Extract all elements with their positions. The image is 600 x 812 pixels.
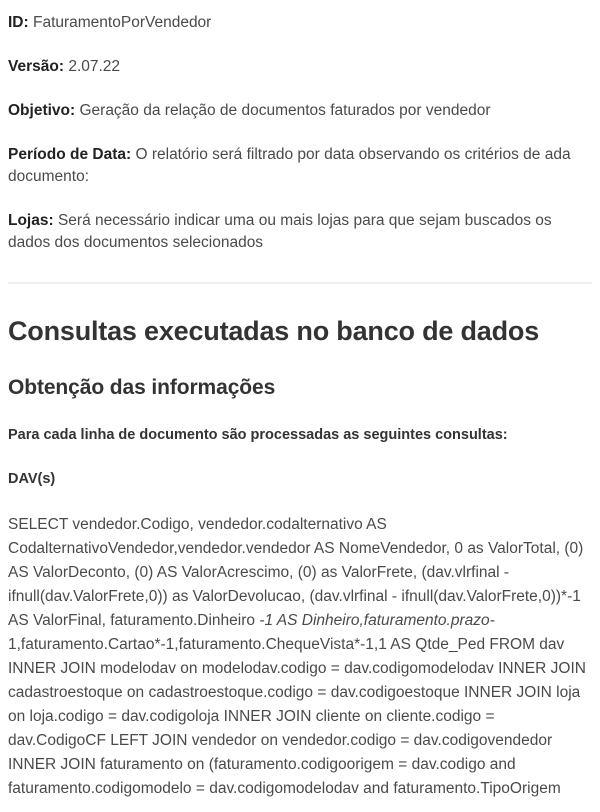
metadata-row-id (8, 12, 592, 34)
query-subject-label: DAV(s) (8, 471, 56, 487)
metadata-label-lojas: Lojas: (8, 212, 54, 229)
sql-segment-continuation: 1,faturamento.Cartao*-1,faturamento.ChequeVista*-1,1 AS Qtde_Ped FROM dav INNER JOIN modelodav on modelodav.codigo = dav.codigomodelodav INNER JOIN cadastroestoque on cadastroestoque.codigo = dav.codigoestoque INNER JOIN loja on loja.codigo = dav.codigoloja INNER JOIN cliente on cliente.codigo = dav.CodigoCF LEFT JOIN vendedor on vendedor.codigo = dav.codigovendedor INNER JOIN faturamento on (faturamento.codigoorigem = dav.codigo and faturamento.codigomodelo = dav.codigomodelodav and faturamento.TipoOrigem (8, 636, 586, 797)
sql-query-block (8, 513, 592, 801)
metadata-row-objetivo (8, 100, 592, 122)
metadata-value-id: FaturamentoPorVendedor (28, 14, 212, 31)
lead-paragraph: Para cada linha de documento são processadas as seguintes consultas: (8, 427, 508, 443)
metadata-value-periodo-de-data: O relatório será filtrado por data observando os critérios de ada documento: (8, 146, 571, 185)
metadata-row-periodo-de-data (8, 144, 592, 188)
metadata-label-objetivo: Objetivo: (8, 102, 76, 119)
metadata-value-lojas: Será necessário indicar uma ou mais lojas para que sejam buscados os dados dos documentos selecionados (8, 212, 552, 251)
sql-segment-italic: -1 AS Dinheiro,faturamento.prazo- (259, 612, 495, 629)
sql-segment-primary: SELECT vendedor.Codigo, vendedor.codalternativo AS CodalternativoVendedor,vendedor.vendedor AS NomeVendedor, 0 as ValorTotal, (0) AS ValorDeconto, (0) AS ValorAcrescimo, (0) as ValorFrete, (dav.vlrfinal - ifnull(dav.ValorFrete,0)) as ValorDevolucao, (dav.vlrfinal - ifnull(dav.ValorFrete,0))*-1 AS ValorFinal, faturamento.Dinheiro (8, 516, 584, 629)
section-heading-obtencao: Obtenção das informações (8, 376, 276, 399)
section-divider (8, 282, 592, 284)
metadata-row-lojas (8, 210, 592, 254)
metadata-label-id: ID: (8, 14, 29, 31)
report-documentation-page (0, 12, 600, 801)
section-heading-queries: Consultas executadas no banco de dados (8, 316, 540, 346)
metadata-block (8, 12, 592, 254)
metadata-label-periodo-de-data: Período de Data: (8, 146, 132, 163)
metadata-row-versao (8, 56, 592, 78)
metadata-value-versao: 2.07.22 (64, 58, 121, 75)
metadata-label-versao: Versão: (8, 58, 65, 75)
metadata-value-objetivo: Geração da relação de documentos faturados por vendedor (75, 102, 491, 119)
